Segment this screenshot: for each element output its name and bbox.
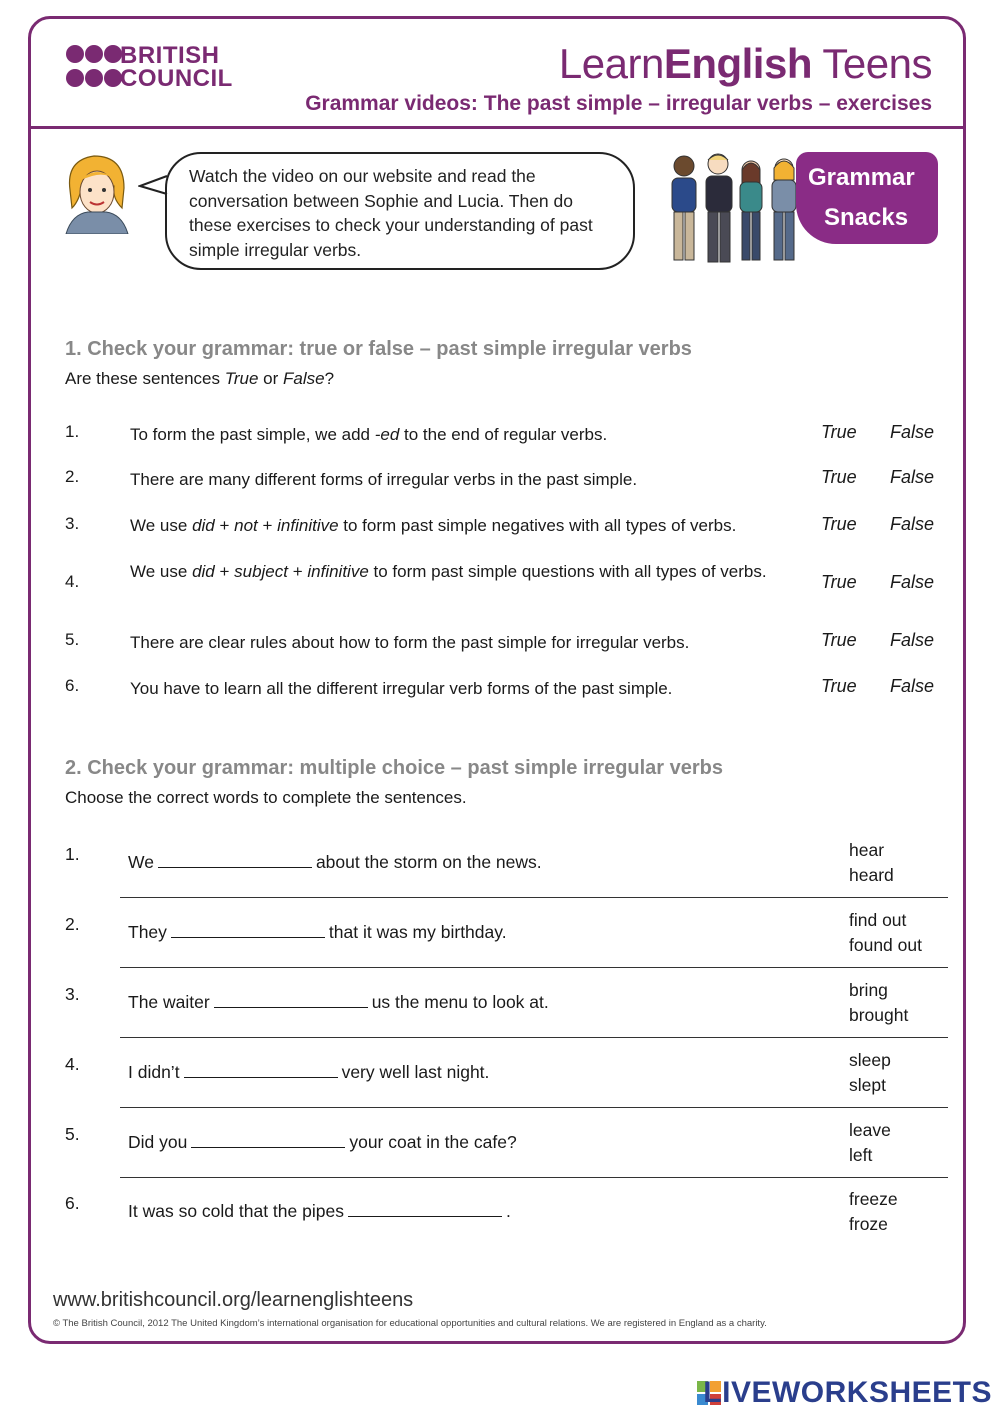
- tf-statement: We use did + not + infinitive to form past simple negatives with all types of verbs.: [130, 516, 737, 535]
- mc-sentence: It was so cold that the pipes .: [128, 1201, 511, 1221]
- mc-sentence: Did you your coat in the cafe?: [128, 1132, 517, 1152]
- tf-num: 6.: [65, 676, 80, 695]
- tf-num: 4.: [65, 572, 80, 591]
- mc-num: 3.: [65, 984, 80, 1004]
- row-divider: [120, 1107, 948, 1108]
- sophie-avatar-icon: [62, 150, 132, 234]
- false-option[interactable]: False: [890, 467, 935, 487]
- row-divider: [120, 1177, 948, 1178]
- true-option[interactable]: True: [821, 572, 857, 592]
- option-b[interactable]: found out: [849, 934, 922, 955]
- tf-num: 2.: [65, 467, 80, 486]
- true-option[interactable]: True: [821, 514, 857, 534]
- mc-sentence: The waiter us the menu to look at.: [128, 992, 549, 1012]
- tf-num: 1.: [65, 422, 80, 441]
- answer-blank[interactable]: [191, 1132, 345, 1148]
- false-option[interactable]: False: [890, 630, 935, 650]
- true-option[interactable]: True: [821, 467, 857, 487]
- mc-options: [849, 1048, 891, 1097]
- mc-num: 4.: [65, 1054, 80, 1074]
- answer-blank[interactable]: [214, 992, 368, 1008]
- badge-line2: Snacks: [824, 204, 909, 231]
- false-option[interactable]: False: [890, 572, 935, 592]
- section2-instruction: Choose the correct words to complete the sentences.: [65, 788, 467, 807]
- option-b[interactable]: left: [849, 1144, 873, 1165]
- footer-url[interactable]: www.britishcouncil.org/learnenglishteens: [53, 1289, 414, 1311]
- mc-num: 5.: [65, 1124, 80, 1144]
- section1-instruction: Are these sentences True or False?: [65, 369, 335, 388]
- british-council-logo: [66, 45, 126, 91]
- true-option[interactable]: True: [821, 422, 857, 442]
- site-title: LearnEnglish Teens: [558, 40, 932, 87]
- footer-copyright: © The British Council, 2012 The United Kingdom’s international organisation for educational opportunities and cultural relations. We are registered in England as a charity.: [53, 1318, 767, 1329]
- mc-sentence: We about the storm on the news.: [128, 852, 542, 872]
- option-b[interactable]: slept: [849, 1074, 886, 1095]
- row-divider: [120, 897, 948, 898]
- option-b[interactable]: froze: [849, 1213, 888, 1234]
- mc-num: 1.: [65, 844, 80, 864]
- section2-title: 2. Check your grammar: multiple choice – past simple irregular verbs: [65, 757, 724, 779]
- answer-blank[interactable]: [158, 852, 312, 868]
- mc-sentence: They that it was my birthday.: [128, 922, 507, 942]
- option-a[interactable]: sleep: [849, 1050, 891, 1070]
- answer-blank[interactable]: [184, 1062, 338, 1078]
- false-option[interactable]: False: [890, 676, 935, 696]
- row-divider: [120, 1037, 948, 1038]
- mc-options: [849, 978, 908, 1027]
- tf-statement: We use did + subject + infinitive to form past simple questions with all types of verbs.: [130, 562, 767, 581]
- intro-speech-bubble: Watch the video on our website and read the conversation between Sophie and Lucia. Then do these exercises to check your understanding of past simple irregular verbs.: [165, 152, 635, 270]
- option-a[interactable]: find out: [849, 910, 907, 930]
- tf-statement: There are many different forms of irregular verbs in the past simple.: [130, 470, 638, 489]
- option-a[interactable]: leave: [849, 1120, 891, 1140]
- answer-blank[interactable]: [171, 922, 325, 938]
- mc-options: [849, 838, 894, 887]
- speech-tail: [138, 172, 168, 198]
- badge-line1: Grammar: [808, 164, 915, 191]
- tf-num: 5.: [65, 630, 80, 649]
- liveworksheets-watermark: LIVEWORKSHEETS: [703, 1376, 992, 1409]
- page-subtitle: Grammar videos: The past simple – irregular verbs – exercises: [305, 92, 932, 115]
- option-a[interactable]: freeze: [849, 1189, 898, 1209]
- mc-options: [849, 908, 922, 957]
- tf-statement: You have to learn all the different irregular verb forms of the past simple.: [130, 679, 673, 698]
- tf-num: 3.: [65, 514, 80, 533]
- false-option[interactable]: False: [890, 422, 935, 442]
- header-divider: [30, 126, 966, 129]
- mc-sentence: I didn’t very well last night.: [128, 1062, 490, 1082]
- option-a[interactable]: bring: [849, 980, 888, 1000]
- mc-options: [849, 1118, 891, 1167]
- tf-statement: To form the past simple, we add -ed to the end of regular verbs.: [130, 425, 608, 444]
- mc-options: [849, 1187, 898, 1236]
- option-a[interactable]: hear: [849, 840, 885, 860]
- mc-num: 6.: [65, 1193, 80, 1213]
- option-b[interactable]: heard: [849, 864, 894, 885]
- section1-title: 1. Check your grammar: true or false – past simple irregular verbs: [65, 338, 692, 360]
- row-divider: [120, 967, 948, 968]
- true-option[interactable]: True: [821, 630, 857, 650]
- brand-wordmark: BRITISH COUNCIL: [120, 42, 233, 92]
- false-option[interactable]: False: [890, 514, 935, 534]
- mc-num: 2.: [65, 914, 80, 934]
- tf-statement: There are clear rules about how to form the past simple for irregular verbs.: [130, 633, 690, 652]
- grammar-snacks-badge: [796, 152, 938, 244]
- answer-blank[interactable]: [348, 1201, 502, 1217]
- true-option[interactable]: True: [821, 676, 857, 696]
- option-b[interactable]: brought: [849, 1004, 909, 1025]
